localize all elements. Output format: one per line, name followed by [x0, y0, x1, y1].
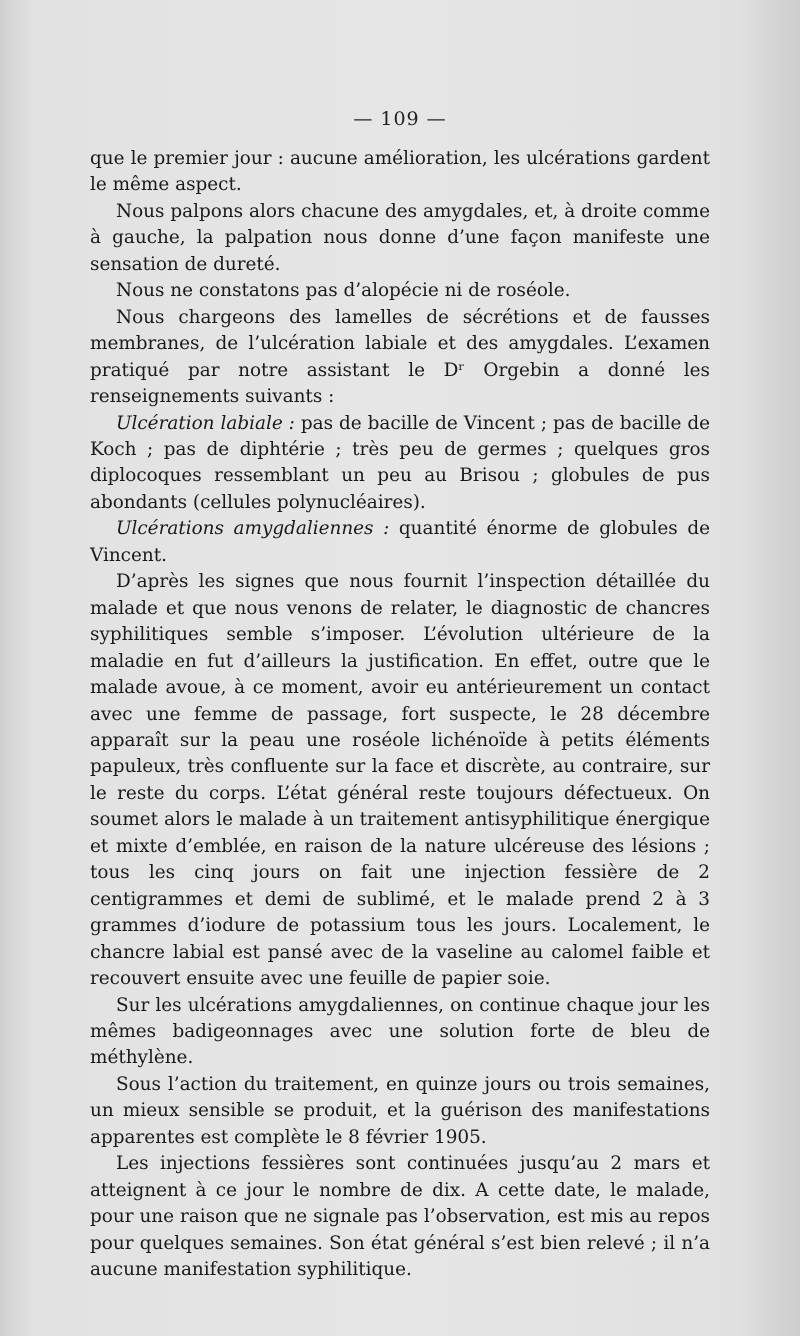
paragraph-8: Sur les ulcérations amygdaliennes, on continue chaque jour les mêmes badigeonnages avec une solution forte de bleu de méthylène. — [90, 994, 710, 1069]
paragraph-7: D’après les signes que nous fournit l’inspection détaillée du malade et que nous venons de relater, le diagnostic de chancres syphilitiques semble s’imposer. L’évolution ultérieure de la maladie en fut d’ailleurs la justification. En effet, outre que le malade avoue, à ce moment, avoir eu antérieurement un contact avec une femme de passage, fort suspecte, le 28 décembre apparaît sur la peau une roséole lichénoïde à petits éléments papuleux, très confluente sur la face et discrète, au contraire, sur le reste du corps. L’état général reste toujours défectueux. On soumet alors le malade à un traitement antisyphilitique énergique et mixte d’emblée, en raison de la nature ulcéreuse des lésions ; tous les cinq jours on fait une injection fessière de 2 centigrammes et demi de sublimé, et le malade prend 2 à 3 grammes d’iodure de potassium tous les jours. Localement, le chancre labial est pansé avec de la vaseline au calomel faible et recouvert ensuite avec une feuille de papier soie. — [90, 571, 710, 990]
paragraph-1: que le premier jour : aucune amélioration, les ulcérations gardent le même aspect. — [90, 148, 710, 196]
section-label-ulcerations-amygdaliennes: Ulcérations amygdaliennes : — [116, 518, 390, 540]
paragraph-4: Nous chargeons des lamelles de sécrétions et de fausses membranes, de l’ulcération labiale et des amygdales. L’examen pratiqué par notre assistant le Dʳ Orgebin a donné les renseignements suivants : — [90, 306, 710, 408]
paragraph-6 — [90, 516, 710, 569]
paragraph-5-text: pas de bacille de Vincent ; pas de bacille de Koch ; pas de diphtérie ; très peu de germes ; quelques gros diplocoques ressemblant un peu au Brisou ; globules de pus abondants (cellules polynucléaires). — [90, 412, 710, 513]
paragraph-10: Les injections fessières sont continuées jusqu’au 2 mars et atteignent à ce jour le nombre de dix. A cette date, le malade, pour une raison que ne signale pas l’observation, est mis au repos pour quelques semaines. Son état général s’est bien relevé ; il n’a aucune manifestation syphilitique. — [90, 1153, 710, 1281]
paragraph-9: Sous l’action du traitement, en quinze jours ou trois semaines, un mieux sensible se produit, et la guérison des manifestations apparentes est complète le 8 février 1905. — [90, 1073, 710, 1148]
paragraph-2: Nous palpons alors chacune des amygdales, et, à droite comme à gauche, la palpation nous donne d’une façon manifeste une sensation de dureté. — [90, 200, 710, 275]
paragraph-5 — [90, 411, 710, 517]
paragraph-3: Nous ne constatons pas d’alopécie ni de roséole. — [116, 280, 571, 302]
body-text — [90, 146, 710, 1283]
paragraph-6-text: quantité énorme de globules de Vincent. — [90, 518, 710, 566]
page-number: — 109 — — [353, 108, 447, 130]
section-label-ulceration-labiale: Ulcération labiale : — [116, 412, 295, 434]
